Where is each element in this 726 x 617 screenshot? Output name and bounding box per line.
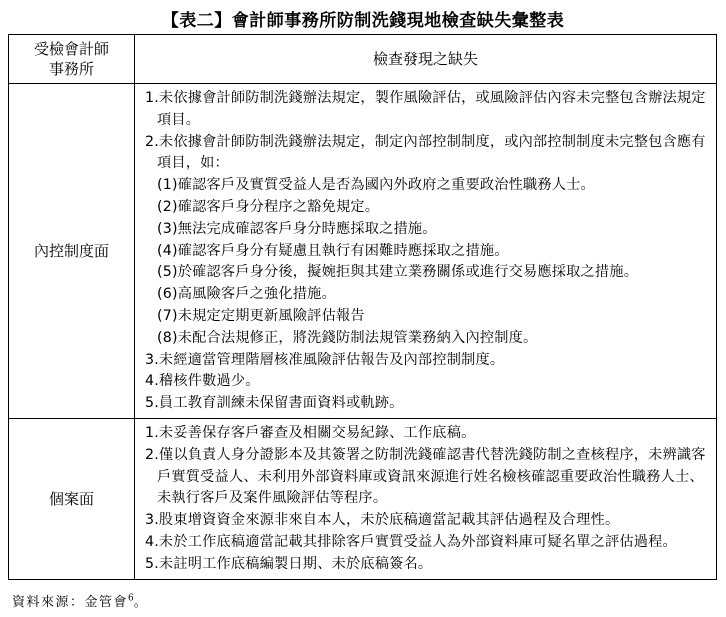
table-row [9, 84, 717, 419]
list-item: (2)確認客戶身分程序之豁免規定。 [157, 198, 380, 215]
list-item: 1.未依據會計師防制洗錢辦法規定，製作風險評估，或風險評估內容未完整包含辦法規定項目。 [145, 90, 706, 128]
findings-case [135, 418, 717, 579]
header-row [9, 35, 717, 84]
list-item: 3.未經適當管理階層核准風險評估報告及內部控制制度。 [145, 351, 505, 368]
list-item: (6)高風險客戶之強化措施。 [157, 286, 336, 303]
category-internal-control: 內控制度面 [9, 84, 135, 419]
list-item: 2.未依據會計師防制洗錢辦法規定，制定內部控制制度，或內部控制制度未完整包含應有項目，如： [145, 133, 706, 172]
list-item: 3.股東增資資金來源非來自本人，未於底稿適當記載其評估過程及合理性。 [145, 512, 620, 529]
list-item: (7)未規定定期更新風險評估報告 [157, 307, 365, 324]
source-end: 。 [133, 595, 149, 610]
category-case: 個案面 [9, 418, 135, 579]
list-item: 2.僅以負責人身分證影本及其簽署之防制洗錢確認書代替洗錢防制之查核程序，未辨識客戶實質受益人、未利用外部資料庫或資訊來源進行姓名檢核確認重要政治性職務人士、未執行客戶及案件風險評估等程序。 [145, 446, 706, 507]
header-firm-line2: 事務所 [48, 60, 94, 78]
table-row [9, 418, 717, 579]
deficiency-table [8, 34, 717, 580]
source-text: 資料來源：金管會 [12, 595, 129, 610]
list-item: (3)無法完成確認客戶身分時應採取之措施。 [157, 220, 437, 237]
header-findings: 檢查發現之缺失 [135, 35, 717, 84]
list-item: (8)未配合法規修正，將洗錢防制法規管業務納入內控制度。 [157, 329, 538, 346]
header-firm-line1: 受檢會計師 [33, 40, 109, 58]
list-item: (1)確認客戶及實質受益人是否為國內外政府之重要政治性職務人士。 [157, 177, 595, 194]
list-item: 5.員工教育訓練未保留書面資料或軌跡。 [145, 395, 404, 412]
table-title: 【表二】會計師事務所防制洗錢現地檢查缺失彙整表 [161, 11, 565, 31]
findings-internal-control [135, 84, 717, 419]
list-item: (5)於確認客戶身分後，擬婉拒與其建立業務關係或進行交易應採取之措施。 [157, 264, 639, 281]
list-item: 4.稽核件數過少。 [145, 373, 260, 390]
list-item: 4.未於工作底稿適當記載其排除客戶實質受益人為外部資料庫可疑名單之評估過程。 [145, 533, 677, 550]
header-firm [9, 35, 135, 84]
list-item: 5.未註明工作底稿編製日期、未於底稿簽名。 [145, 555, 433, 572]
footnote-ref: 6 [128, 593, 134, 604]
list-item: (4)確認客戶身分有疑慮且執行有困難時應採取之措施。 [157, 242, 509, 259]
source-note [12, 591, 148, 610]
list-item: 1.未妥善保存客戶審查及相關交易紀錄、工作底稿。 [145, 424, 476, 441]
